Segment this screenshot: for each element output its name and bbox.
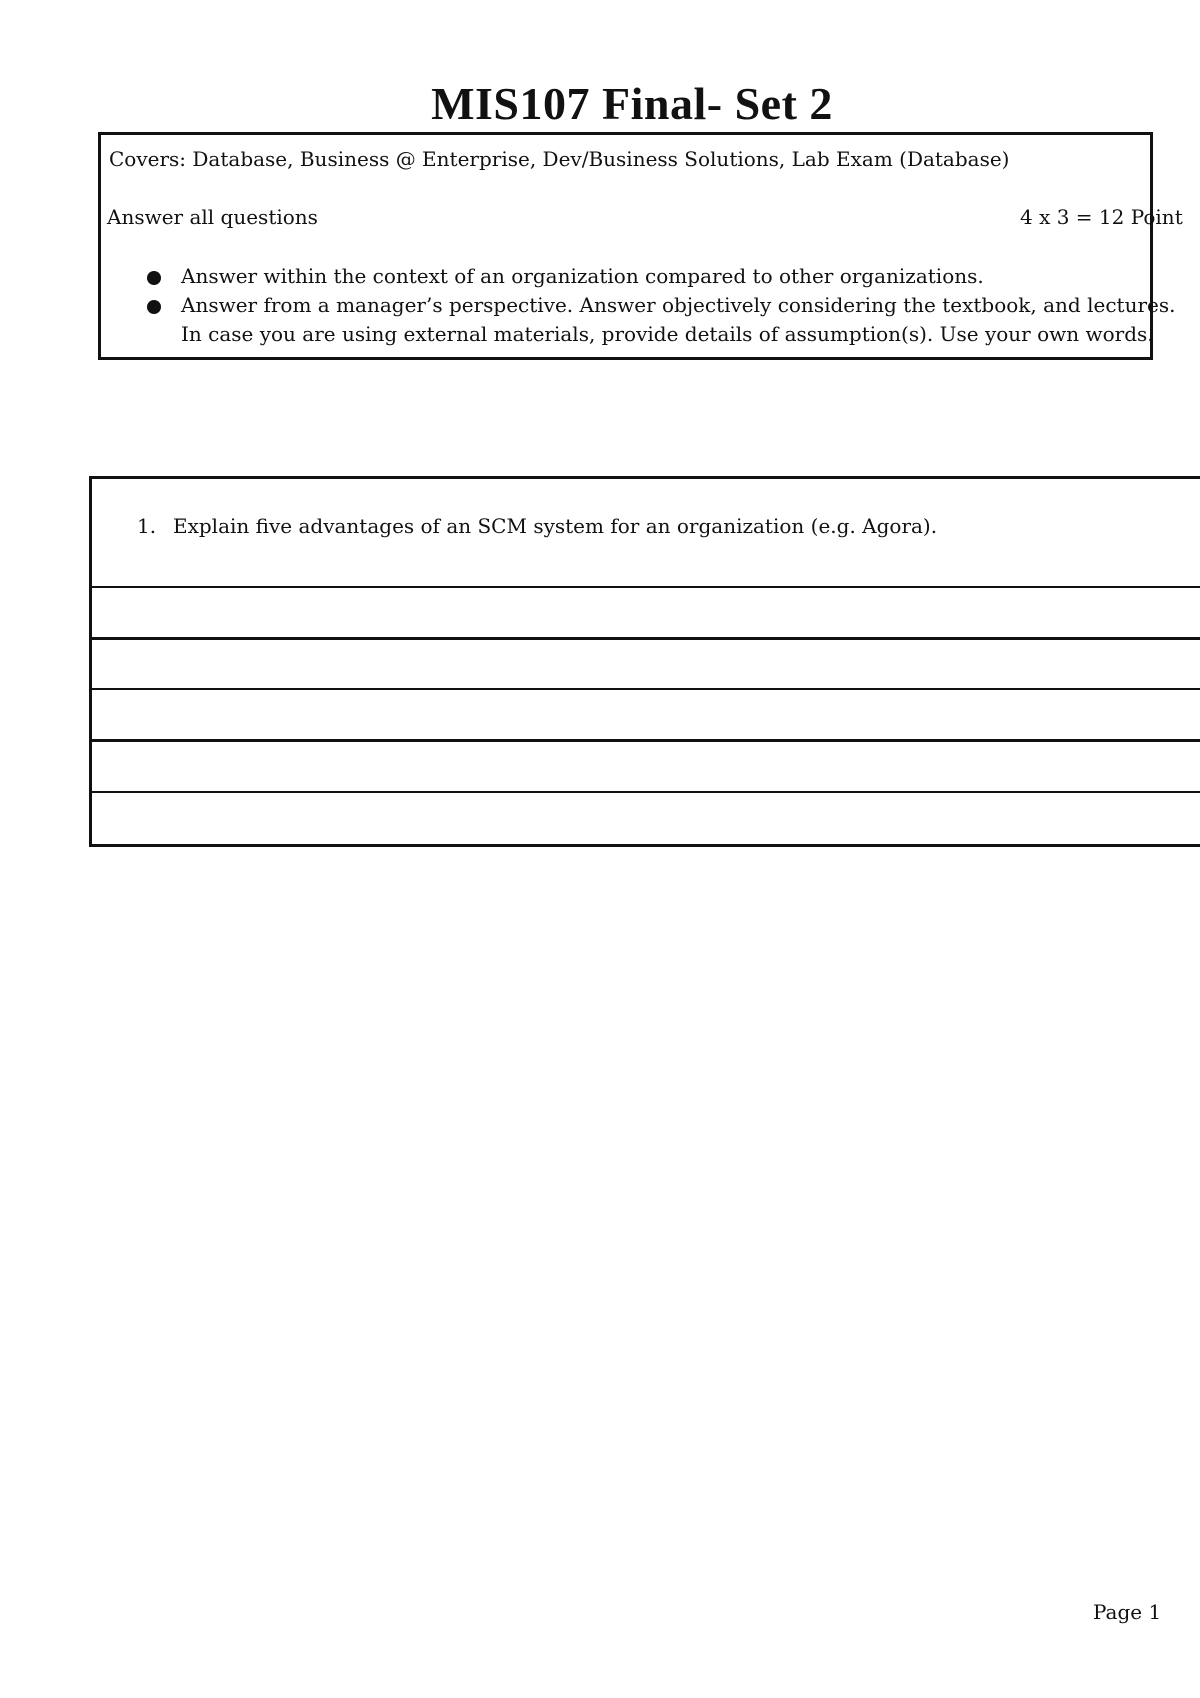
answer-line [89,688,1200,690]
answer-line [89,586,1200,588]
answer-line [89,791,1200,793]
instruction-line: In case you are using external materials, provide details of assumption(s). Use your own words. [181,322,1154,346]
question-text: Explain five advantages of an SCM system for an organization (e.g. Agora). [173,514,938,538]
bullet-icon [147,271,161,285]
instruction-list [145,262,1176,349]
instruction-line: Answer from a manager’s perspective. Answer objectively considering the textbook, and lectures. [181,293,1176,317]
covers-text: Covers: Database, Business @ Enterprise, Dev/Business Solutions, Lab Exam (Database) [109,147,1010,171]
instruction-line: Answer within the context of an organization compared to other organizations. [181,264,984,288]
bullet-icon [147,300,161,314]
instruction-item [145,262,1145,291]
answer-line [89,637,1200,640]
answer-line [89,739,1200,742]
question-1 [137,512,937,540]
answer-all-text: Answer all questions [107,205,318,229]
points-text: 4 x 3 = 12 Point [1020,205,1183,229]
page-title: MIS107 Final- Set 2 [431,78,833,129]
instruction-item [145,291,1176,349]
page-number: Page 1 [1093,1600,1162,1624]
question-number: 1. [137,514,157,538]
